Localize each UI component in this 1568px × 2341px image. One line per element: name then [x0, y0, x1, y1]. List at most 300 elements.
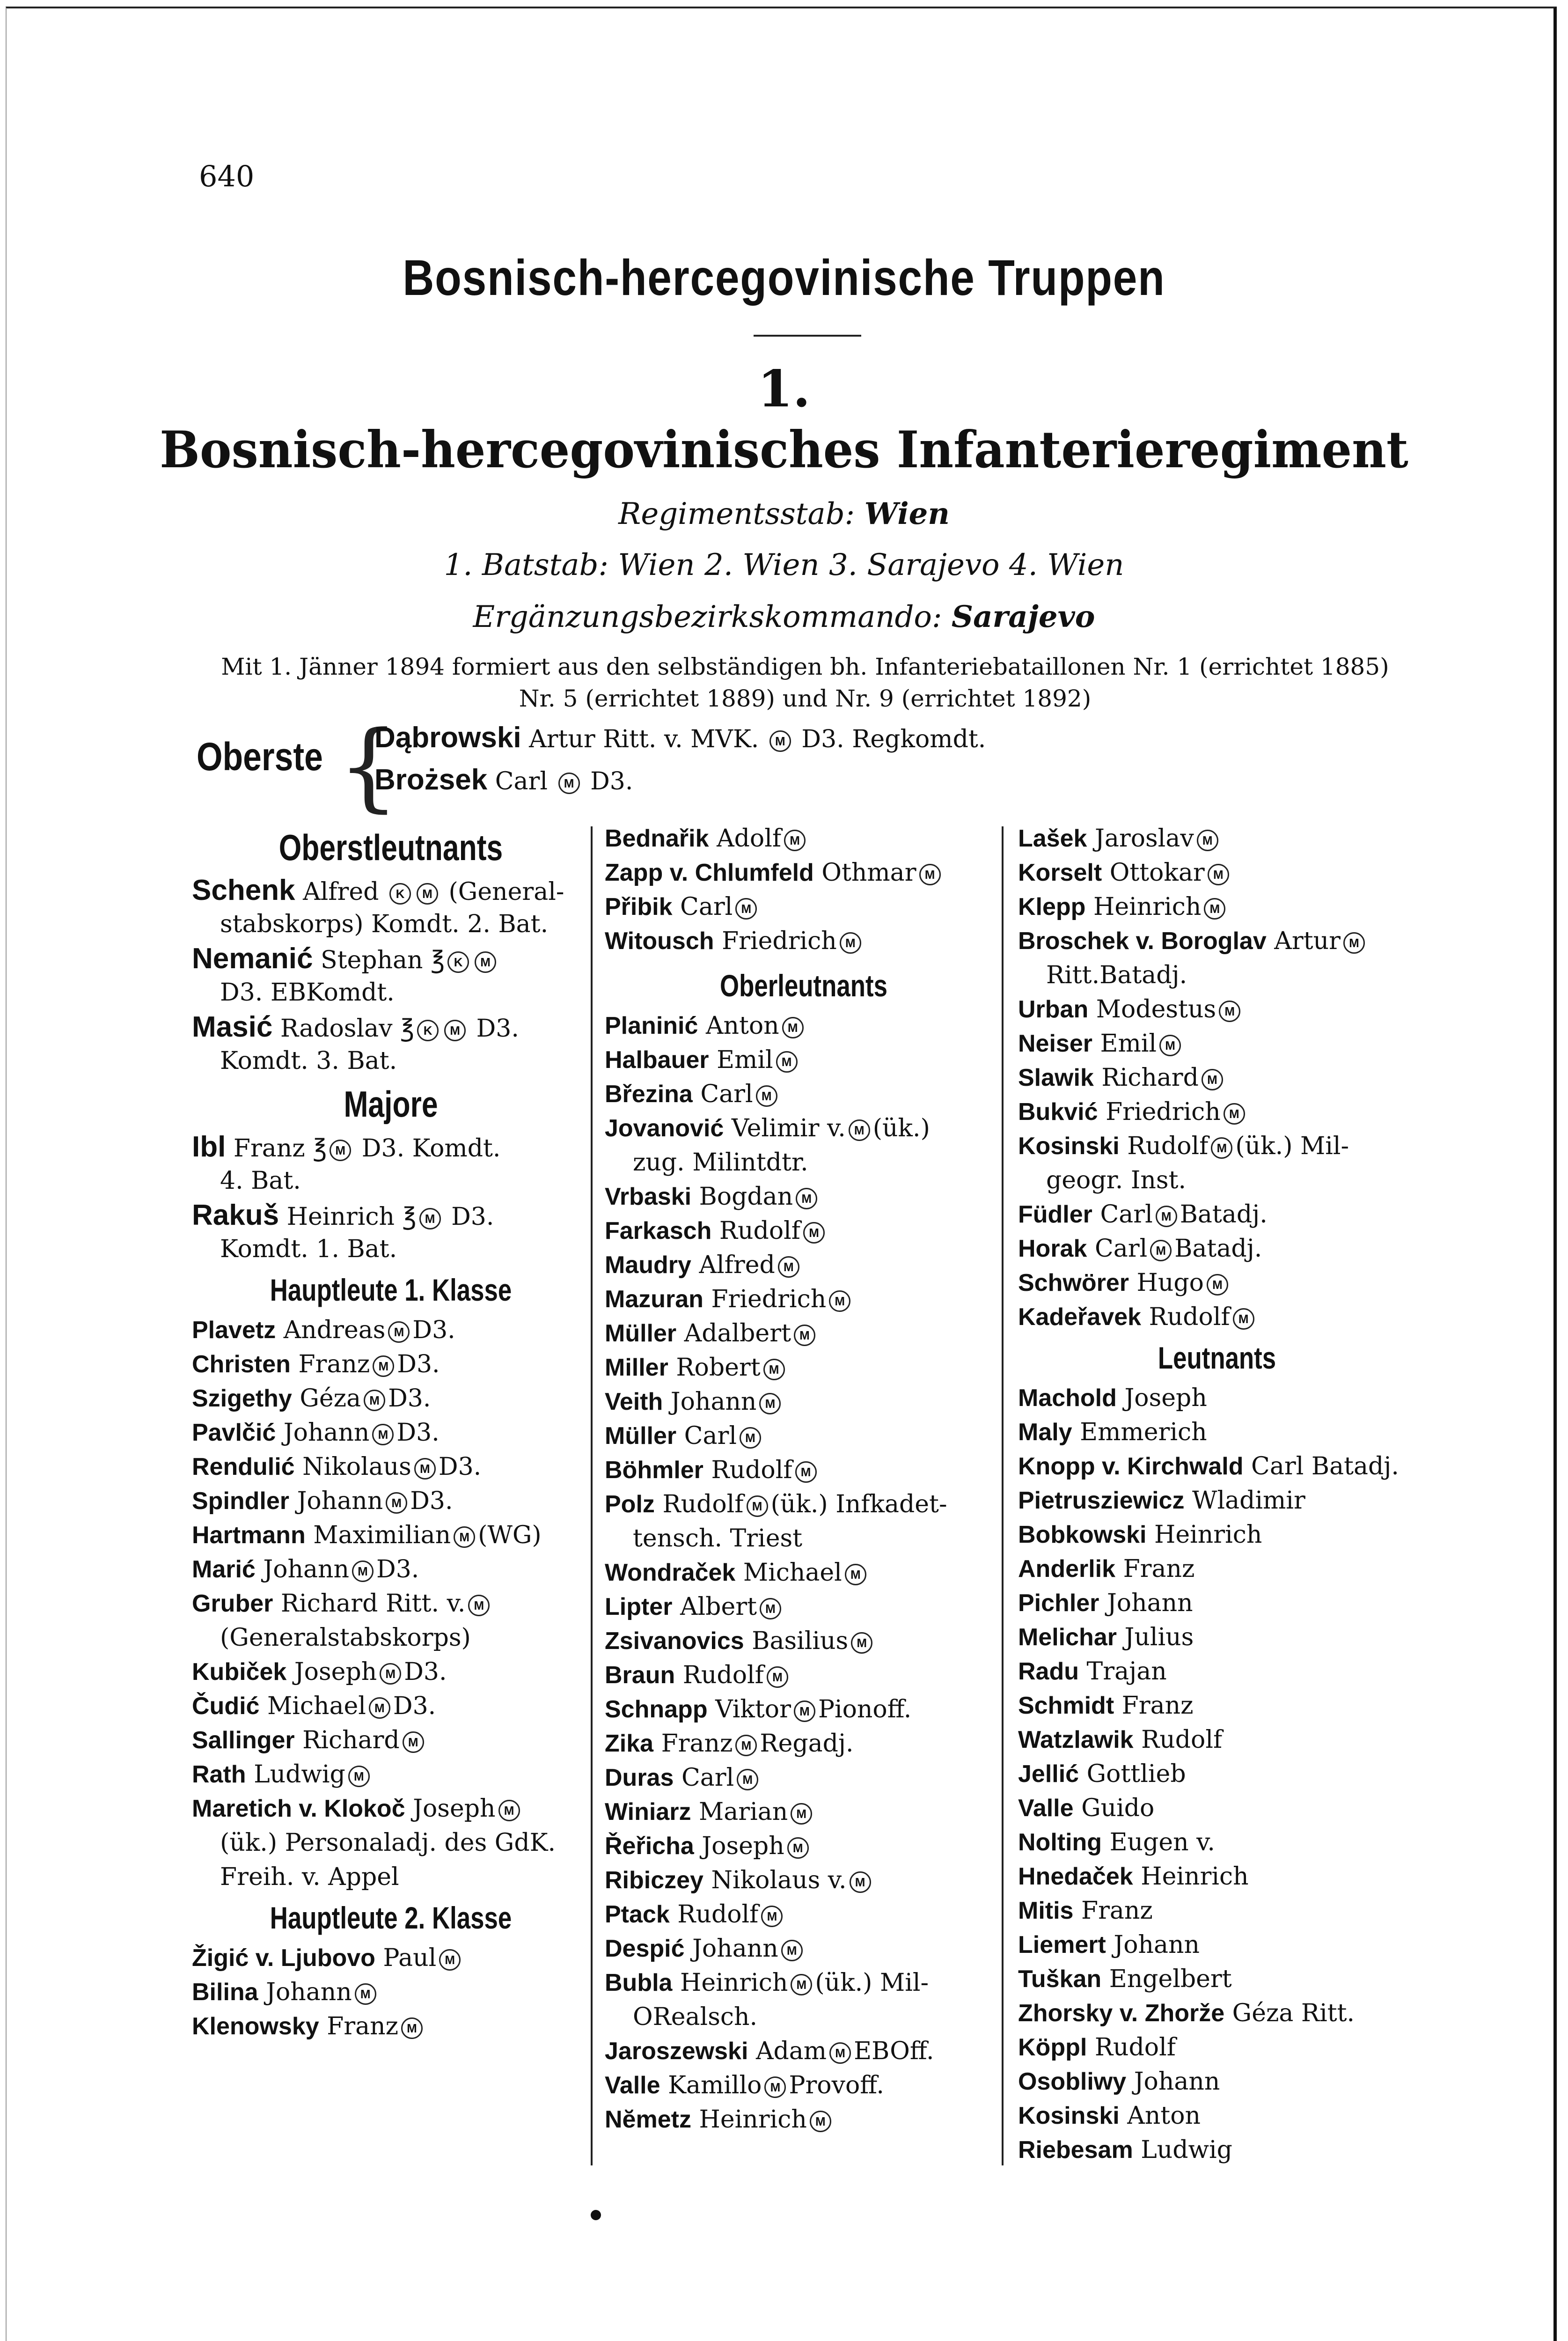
- medal-m-icon: M: [454, 1526, 475, 1548]
- officer-detail: Carl: [680, 893, 733, 921]
- officer-entry: [605, 1556, 1003, 1590]
- officer-name: Bednařik: [605, 825, 709, 852]
- officer-detail: Stephan: [320, 946, 423, 974]
- officer-entry: [1018, 1381, 1416, 1415]
- officer-entry: [192, 1553, 590, 1587]
- officer-entry: [1018, 1027, 1416, 1061]
- officer-name: Witousch: [605, 928, 714, 955]
- officer-detail: Joseph: [1124, 1384, 1207, 1412]
- officer-entry: [192, 1792, 590, 1826]
- officer-name: Kubiček: [192, 1658, 287, 1686]
- medal-m-icon: M: [498, 1800, 520, 1821]
- officer-name: Přibik: [605, 893, 673, 920]
- officer-detail: (ük.) Mil-: [815, 1969, 929, 1997]
- officer-detail: Batadj.: [1180, 1200, 1268, 1229]
- medal-m-icon: M: [845, 1564, 866, 1585]
- decoration-icon: ℥: [402, 1203, 417, 1231]
- officer-name: Masić: [192, 1011, 273, 1043]
- medal-m-icon: M: [851, 1632, 872, 1654]
- officer-name: Liemert: [1018, 1931, 1106, 1958]
- officer-entry: [605, 890, 1003, 924]
- officer-entry: [605, 1180, 1003, 1214]
- officer-detail: D3.: [476, 1015, 519, 1043]
- officer-detail: Jaroslav: [1094, 825, 1194, 853]
- officer-entry: [1018, 1518, 1416, 1552]
- officer-entry: [1018, 2099, 1416, 2133]
- officer-name: Klenowsky: [192, 2013, 319, 2040]
- medal-m-icon: M: [769, 730, 791, 752]
- medal-m-icon: M: [767, 1666, 788, 1688]
- officer-entry: [605, 1863, 1003, 1898]
- section-title-hauptleute-1: Hauptleute 1. Klasse: [270, 1273, 512, 1307]
- officer-name: Gruber: [192, 1590, 273, 1617]
- officer-detail: Friedrich: [711, 1285, 827, 1313]
- medal-m-icon: M: [1224, 1103, 1245, 1125]
- officer-name: Kosinski: [1018, 2102, 1120, 2129]
- officer-entry: [1018, 1586, 1416, 1620]
- officer-entry-continuation: [192, 1826, 590, 1860]
- officer-entry: [1018, 1484, 1416, 1518]
- medal-m-icon: M: [794, 1701, 815, 1722]
- officer-entry: [605, 822, 1003, 856]
- officer-detail: Basilius: [752, 1627, 849, 1655]
- officer-detail: Franz: [327, 2012, 399, 2040]
- officer-detail: Franz: [298, 1350, 370, 1378]
- officer-detail: Franz: [233, 1134, 305, 1163]
- officer-entry: [1018, 1894, 1416, 1928]
- officer-detail: Robert: [676, 1354, 761, 1382]
- officer-detail: Rudolf: [662, 1490, 744, 1518]
- officer-detail: Rudolf: [711, 1456, 792, 1484]
- officer-entry: [605, 1795, 1003, 1829]
- officer-detail: Heinrich: [1141, 1862, 1249, 1891]
- officer-entry: [605, 1351, 1003, 1385]
- officer-name: Böhmler: [605, 1457, 703, 1484]
- medal-k-icon: K: [389, 883, 411, 905]
- officer-detail: D3.: [404, 1658, 447, 1686]
- medal-m-icon: M: [468, 1595, 490, 1616]
- officer-detail: Engelbert: [1109, 1965, 1232, 1993]
- officer-name: Müller: [605, 1422, 677, 1450]
- section-title-oberstleutnants: Oberstleutnants: [278, 827, 503, 868]
- officer-name: Zhorsky v. Zhorže: [1018, 2000, 1225, 2027]
- officer-detail: Johann: [1106, 1589, 1193, 1617]
- officer-entry: [192, 1655, 590, 1689]
- medal-m-icon: M: [761, 1906, 783, 1927]
- officer-detail: D3.: [438, 1453, 482, 1481]
- title-divider: [754, 335, 861, 337]
- officer-detail: Franz: [1123, 1555, 1195, 1583]
- officer-entry: [605, 1658, 1003, 1693]
- officer-detail: Heinrich: [680, 1969, 788, 1997]
- decoration-icon: ℥: [431, 946, 445, 974]
- officer-detail: zug. Milintdtr.: [633, 1148, 808, 1177]
- officer-name: Anderlik: [1018, 1555, 1116, 1583]
- officer-name: Plavetz: [192, 1317, 276, 1344]
- medal-m-icon: M: [796, 1188, 817, 1209]
- officer-entry: [1018, 1757, 1416, 1791]
- officer-name: Lašek: [1018, 825, 1087, 852]
- officer-name: Maudry: [605, 1251, 691, 1279]
- officer-entry: [1018, 1826, 1416, 1860]
- officer-detail: Ottokar: [1109, 859, 1205, 887]
- officer-entry: [1018, 1300, 1416, 1334]
- officer-name: Wondraček: [605, 1559, 736, 1586]
- oberst-entry: [374, 763, 633, 796]
- medal-m-icon: M: [1207, 1274, 1228, 1296]
- officer-name: Veith: [605, 1388, 663, 1415]
- officer-entry: [605, 2103, 1003, 2137]
- column-3: [1018, 822, 1416, 2167]
- officer-entry-continuation: [605, 1522, 1003, 1556]
- medal-m-icon: M: [840, 932, 861, 954]
- officer-entry: [605, 1419, 1003, 1453]
- officer-name: Köppl: [1018, 2034, 1087, 2061]
- medal-m-icon: M: [419, 1208, 441, 1229]
- officer-detail: D3.: [590, 767, 633, 795]
- officer-name: Bubla: [605, 1969, 673, 1996]
- officer-detail: Heinrich: [286, 1203, 395, 1231]
- officer-detail: Wladimir: [1192, 1487, 1305, 1515]
- batstab-line: 1. Batstab: Wien 2. Wien 3. Sarajevo 4. Wien: [444, 548, 1124, 582]
- main-title: Bosnisch-hercegovinische Truppen: [403, 249, 1165, 306]
- officer-detail: Marian: [698, 1798, 788, 1826]
- officer-detail: D3.: [412, 1316, 455, 1344]
- officer-detail: Carl: [1094, 1235, 1148, 1263]
- officer-name: Melichar: [1018, 1624, 1117, 1651]
- officer-entry: [605, 2069, 1003, 2103]
- officer-detail: D3.: [397, 1350, 440, 1378]
- officer-detail: Emmerich: [1080, 1418, 1207, 1446]
- oberste-label: Oberste: [197, 735, 323, 779]
- officer-entry: [605, 1761, 1003, 1795]
- officer-entry-continuation: [192, 1860, 590, 1894]
- officer-name: Slawik: [1018, 1064, 1094, 1091]
- officer-name: Füdler: [1018, 1201, 1092, 1228]
- medal-m-icon: M: [1343, 932, 1365, 954]
- officer-name: Bukvić: [1018, 1098, 1098, 1126]
- officer-detail: Friedrich: [722, 927, 837, 955]
- medal-m-icon: M: [810, 2111, 831, 2132]
- medal-m-icon: M: [740, 1427, 761, 1449]
- medal-m-icon: M: [759, 1393, 781, 1414]
- officer-detail: Géza: [300, 1384, 361, 1413]
- oberst-entry: [374, 721, 986, 754]
- officer-entry: [605, 1009, 1003, 1043]
- medal-m-icon: M: [763, 1359, 785, 1380]
- regimentsstab-label: Regimentsstab:: [618, 497, 855, 531]
- officer-entry: [605, 1590, 1003, 1624]
- officer-entry: [605, 1966, 1003, 2000]
- officer-detail: D3.: [376, 1555, 419, 1583]
- officer-detail: D3.: [393, 1692, 436, 1720]
- officer-name: Planinić: [605, 1012, 698, 1039]
- officer-entry: [605, 1693, 1003, 1727]
- officer-entry: [605, 1317, 1003, 1351]
- officer-name: Březina: [605, 1081, 693, 1108]
- officer-name: Kosinski: [1018, 1133, 1120, 1160]
- officer-detail: Johann: [266, 1978, 352, 2006]
- officer-entry: [192, 1587, 590, 1621]
- officer-detail: D3.: [451, 1203, 494, 1231]
- medal-m-icon: M: [784, 830, 806, 851]
- medal-k-icon: K: [447, 951, 469, 973]
- officer-detail: Adalbert: [684, 1319, 791, 1347]
- officer-name: Polz: [605, 1491, 655, 1518]
- officer-detail: Eugen v.: [1109, 1828, 1215, 1856]
- officer-entry: [1018, 1689, 1416, 1723]
- officer-entry: [192, 1450, 590, 1484]
- officer-entry: [192, 1313, 590, 1347]
- officer-detail: Joseph: [294, 1658, 377, 1686]
- officer-entry: [1018, 1860, 1416, 1894]
- medal-m-icon: M: [735, 1735, 757, 1756]
- officer-name: Halbauer: [605, 1046, 709, 1074]
- officer-entry: [192, 1416, 590, 1450]
- medal-m-icon: M: [373, 1355, 394, 1377]
- officer-entry: [1018, 1198, 1416, 1232]
- officer-entry: [192, 1347, 590, 1382]
- medal-m-icon: M: [403, 1731, 424, 1753]
- officer-detail: Rudolf: [1149, 1303, 1230, 1331]
- officer-detail: Freih. v. Appel: [220, 1863, 399, 1891]
- officer-name: Zika: [605, 1730, 654, 1757]
- officer-entry: [1018, 1095, 1416, 1129]
- officer-name: Bilina: [192, 1979, 258, 2006]
- officer-detail: D3.: [410, 1487, 453, 1515]
- officer-detail: Adam: [755, 2037, 827, 2065]
- decoration-icon: ℥: [400, 1015, 415, 1043]
- officer-name: Machold: [1018, 1384, 1117, 1412]
- officer-name: Maly: [1018, 1419, 1072, 1446]
- officer-name: Mitis: [1018, 1897, 1074, 1924]
- officer-entry: [1018, 1620, 1416, 1655]
- medal-m-icon: M: [364, 1390, 385, 1411]
- ergaenzung-label: Ergänzungsbezirkskommando:: [473, 600, 942, 634]
- officer-detail: Carl Batadj.: [1251, 1452, 1399, 1480]
- officer-entry: [192, 1382, 590, 1416]
- officer-entry: [192, 1518, 590, 1553]
- officer-detail: Emil: [1100, 1030, 1157, 1058]
- medal-m-icon: M: [756, 1085, 777, 1107]
- medal-m-icon: M: [795, 1461, 817, 1483]
- officer-entry: [1018, 1552, 1416, 1586]
- officer-name: Spindler: [192, 1487, 290, 1515]
- officer-name: Horak: [1018, 1235, 1087, 1262]
- medal-m-icon: M: [386, 1492, 407, 1514]
- ergaenzung-line: [0, 599, 1568, 634]
- officer-detail: Joseph: [413, 1795, 496, 1823]
- officer-name: Braun: [605, 1662, 675, 1689]
- officer-detail: Batadj.: [1099, 961, 1187, 989]
- officer-detail: Johann: [670, 1388, 757, 1416]
- officer-name: Urban: [1018, 996, 1089, 1023]
- officer-detail: Heinrich: [699, 2105, 807, 2134]
- officer-name: Bobkowski: [1018, 1521, 1147, 1548]
- officer-entry: [605, 1898, 1003, 1932]
- medal-m-icon: M: [369, 1697, 390, 1719]
- officer-detail: Johann: [692, 1935, 778, 1963]
- hauptleute-1-list: [192, 1313, 590, 1894]
- officer-name: Mazuran: [605, 1286, 703, 1313]
- medal-m-icon: M: [1150, 1240, 1172, 1261]
- officer-name: Zsivanovics: [605, 1627, 744, 1655]
- officer-entry: [605, 1727, 1003, 1761]
- officer-entry-continuation: [192, 1621, 590, 1655]
- medal-m-icon: M: [330, 1140, 351, 1161]
- officer-entry: [1018, 1266, 1416, 1300]
- officer-name: Dąbrowski: [374, 721, 521, 754]
- officer-name: Rakuš: [192, 1199, 279, 1231]
- oberleutnants-continued-list: [1018, 822, 1416, 1334]
- officer-detail: Richard: [302, 1726, 400, 1754]
- officer-entry: [1018, 890, 1416, 924]
- officer-detail: Ludwig: [254, 1760, 345, 1789]
- officer-entry: [1018, 1129, 1416, 1163]
- officer-detail: (Generalstabskorps): [220, 1624, 471, 1652]
- officer-entry: [605, 1932, 1003, 1966]
- officer-name: Winiarz: [605, 1798, 691, 1826]
- officer-detail: Artur Ritt. v. MVK.: [529, 725, 759, 753]
- section-title-leutnants: Leutnants: [1158, 1340, 1276, 1375]
- medal-m-icon: M: [781, 1940, 803, 1961]
- column-1: [192, 822, 590, 2044]
- medal-m-icon: M: [1219, 1001, 1240, 1022]
- officer-entry: [605, 2034, 1003, 2069]
- officer-entry: [192, 1723, 590, 1758]
- ergaenzung-value: Sarajevo: [951, 599, 1095, 634]
- officer-name: Knopp v. Kirchwald: [1018, 1453, 1244, 1480]
- officer-entry: [1018, 2065, 1416, 2099]
- officer-detail: Emil: [717, 1046, 773, 1074]
- medal-m-icon: M: [417, 883, 438, 905]
- officer-entry-continuation: [1018, 1163, 1416, 1198]
- officer-detail: Adolf: [717, 825, 782, 853]
- officer-entry: [192, 873, 590, 907]
- officer-entry: [1018, 1061, 1416, 1095]
- officer-detail: Joseph: [702, 1832, 784, 1860]
- officer-detail: Bogdan: [699, 1183, 793, 1211]
- officer-entry: [1018, 1996, 1416, 2031]
- officer-entry: [605, 1487, 1003, 1522]
- officer-name: Schmidt: [1018, 1692, 1114, 1719]
- officer-name: Watzlawik: [1018, 1726, 1134, 1753]
- officer-entry: [1018, 1791, 1416, 1826]
- officer-detail: Rudolf: [677, 1900, 759, 1929]
- officer-detail: Michael: [743, 1559, 842, 1587]
- medal-m-icon: M: [1197, 830, 1218, 851]
- officer-detail: Johann: [297, 1487, 383, 1515]
- column-divider: [591, 826, 593, 2165]
- officer-entry: [1018, 1450, 1416, 1484]
- officer-entry: [1018, 1655, 1416, 1689]
- regiment-name: Bosnisch-hercegovinisches Infanterieregiment: [160, 420, 1408, 479]
- officer-detail: D3. Komdt.: [361, 1134, 501, 1163]
- officer-name: Christen: [192, 1351, 291, 1378]
- officer-entry: [192, 2010, 590, 2044]
- officer-detail: Nikolaus v.: [711, 1866, 847, 1894]
- officer-name: Řeřicha: [605, 1833, 694, 1860]
- medal-m-icon: M: [787, 1837, 809, 1859]
- officer-detail: (ük.) Mil-: [1235, 1132, 1349, 1160]
- officer-detail: Ritt.: [1046, 961, 1100, 989]
- medal-m-icon: M: [348, 1766, 370, 1787]
- officer-name: Schnapp: [605, 1696, 708, 1723]
- section-title-oberleutnants: Oberleutnants: [720, 968, 887, 1003]
- officer-entry: [1018, 856, 1416, 890]
- officer-detail: Franz: [1081, 1897, 1153, 1925]
- officer-entry: [605, 856, 1003, 890]
- officer-detail: Pionoff.: [818, 1695, 912, 1723]
- officer-detail: Heinrich: [1154, 1521, 1262, 1549]
- column-2: [605, 822, 1003, 2137]
- officer-name: Pichler: [1018, 1590, 1099, 1617]
- medal-m-icon: M: [1159, 1035, 1181, 1056]
- officer-entry: [605, 1829, 1003, 1863]
- officer-detail: Gottlieb: [1086, 1760, 1186, 1788]
- officer-name: Jellić: [1018, 1760, 1079, 1788]
- officer-entry: [1018, 1962, 1416, 1996]
- officer-detail: Rudolf: [719, 1217, 801, 1245]
- officer-name: Valle: [605, 2072, 660, 2099]
- medal-m-icon: M: [747, 1495, 768, 1517]
- officer-name: Ribiczey: [605, 1867, 703, 1894]
- officer-detail: Carl: [684, 1422, 737, 1450]
- officer-detail: ORealsch.: [633, 2003, 758, 2031]
- officer-name: Duras: [605, 1764, 674, 1791]
- officer-detail: Alfred: [303, 878, 379, 906]
- officer-entry-continuation: [605, 2000, 1003, 2034]
- officer-name: Vrbaski: [605, 1183, 692, 1210]
- officer-name: Kadeřavek: [1018, 1303, 1142, 1331]
- officer-name: Jovanović: [605, 1115, 724, 1142]
- officer-entry: [192, 1484, 590, 1518]
- officer-entry: [192, 1198, 590, 1232]
- medal-m-icon: M: [352, 1561, 374, 1582]
- officer-name: Rendulić: [192, 1453, 295, 1480]
- officer-name: Miller: [605, 1354, 668, 1381]
- officer-entry: [1018, 1232, 1416, 1266]
- officer-detail: Anton: [1127, 2102, 1201, 2130]
- officer-name: Ibl: [192, 1131, 226, 1163]
- officer-detail: (General-: [448, 878, 564, 906]
- officer-detail: Hugo: [1136, 1269, 1204, 1297]
- officer-detail: Franz: [1121, 1692, 1194, 1720]
- medal-m-icon: M: [778, 1256, 799, 1278]
- officer-name: Szigethy: [192, 1385, 292, 1412]
- section-title-hauptleute-2: Hauptleute 2. Klasse: [270, 1900, 512, 1935]
- officer-name: Ptack: [605, 1901, 670, 1928]
- officer-detail: Artur: [1274, 927, 1341, 955]
- officer-detail: Richard Ritt. v.: [280, 1590, 466, 1618]
- medal-m-icon: M: [414, 1458, 436, 1480]
- officer-entry-continuation: [605, 1146, 1003, 1180]
- medal-m-icon: M: [1211, 1137, 1232, 1159]
- brace-symbol: {: [338, 711, 399, 822]
- leutnants-list: [1018, 1381, 1416, 2167]
- officer-name: Sallinger: [192, 1727, 295, 1754]
- medal-m-icon: M: [764, 2076, 786, 2098]
- oberleutnants-continued-list: [605, 822, 1003, 958]
- medal-m-icon: M: [1204, 898, 1225, 920]
- officer-entry: [605, 1112, 1003, 1146]
- medal-m-icon: M: [1208, 864, 1229, 885]
- officer-entry-continuation: stabskorps) Komdt. 2. Bat.: [220, 910, 549, 938]
- officer-entry: [1018, 2031, 1416, 2065]
- officer-detail: Radoslav: [280, 1015, 393, 1043]
- section-title-majore: Majore: [344, 1083, 438, 1125]
- officer-detail: geogr. Inst.: [1046, 1166, 1186, 1194]
